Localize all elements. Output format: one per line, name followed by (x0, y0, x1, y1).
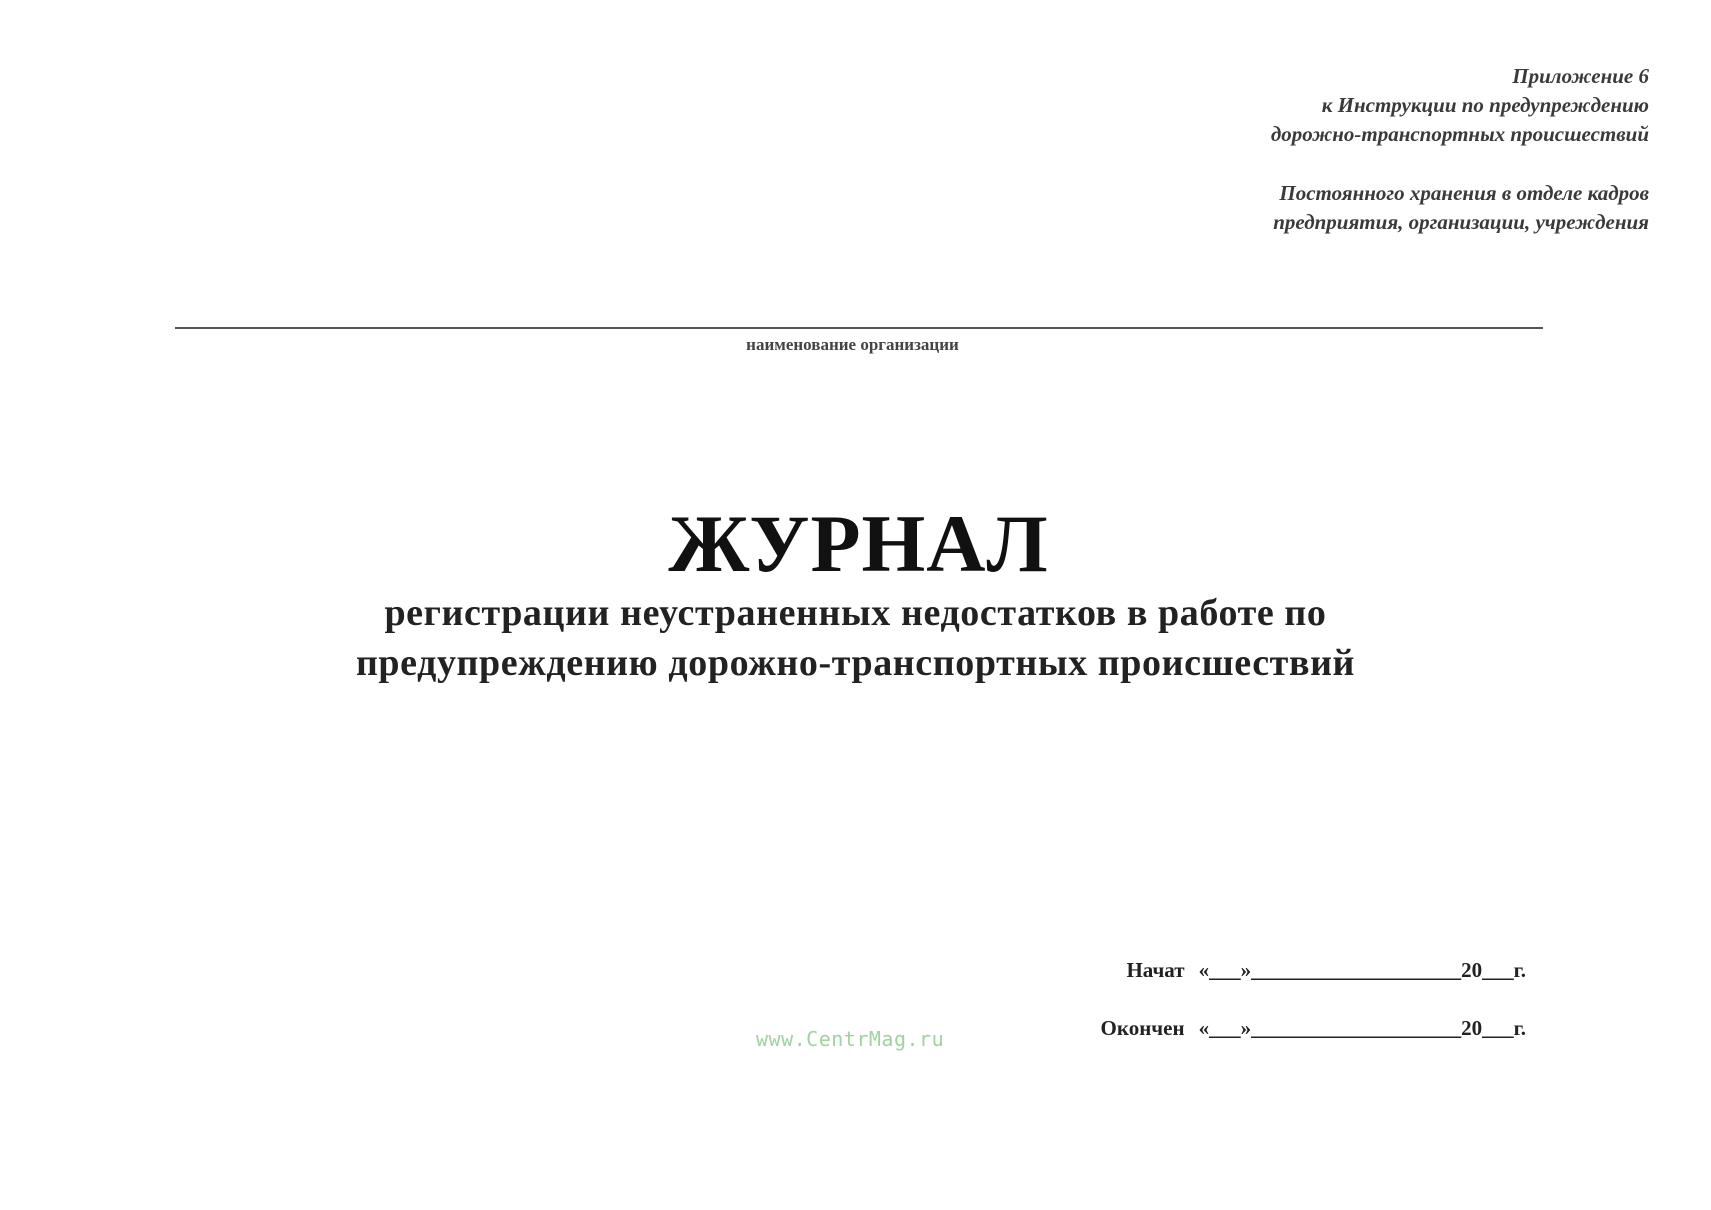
subtitle-line: регистрации неустраненных недостатков в работе по (384, 592, 1327, 634)
appendix-line: дорожно-транспортных происшествий (1270, 122, 1649, 146)
journal-dates (966, 958, 1526, 1074)
start-date-label: Начат (1126, 958, 1185, 982)
subtitle-line: предупреждению дорожно-транспортных происшествий (355, 642, 1356, 684)
end-date-field: «___»____________________20___г. (1198, 1016, 1526, 1040)
spacer (949, 149, 1649, 179)
end-date-row (966, 1016, 1526, 1074)
start-date-field: «___»____________________20___г. (1198, 958, 1526, 982)
journal-title: ЖУРНАЛ (668, 498, 1049, 589)
appendix-line: Приложение 6 (1512, 64, 1649, 88)
site-watermark: www.CentrMag.ru (756, 1027, 945, 1051)
storage-line: Постоянного хранения в отделе кадров (1279, 181, 1649, 205)
organization-name-line (175, 327, 1543, 329)
journal-subtitle (0, 588, 1711, 688)
organization-name-caption: наименование организации (746, 335, 959, 354)
appendix-note (949, 62, 1649, 237)
storage-line: предприятия, организации, учреждения (1273, 210, 1649, 234)
start-date-row (966, 958, 1526, 1016)
appendix-line: к Инструкции по предупреждению (1321, 93, 1649, 117)
end-date-label: Окончен (1100, 1016, 1185, 1040)
